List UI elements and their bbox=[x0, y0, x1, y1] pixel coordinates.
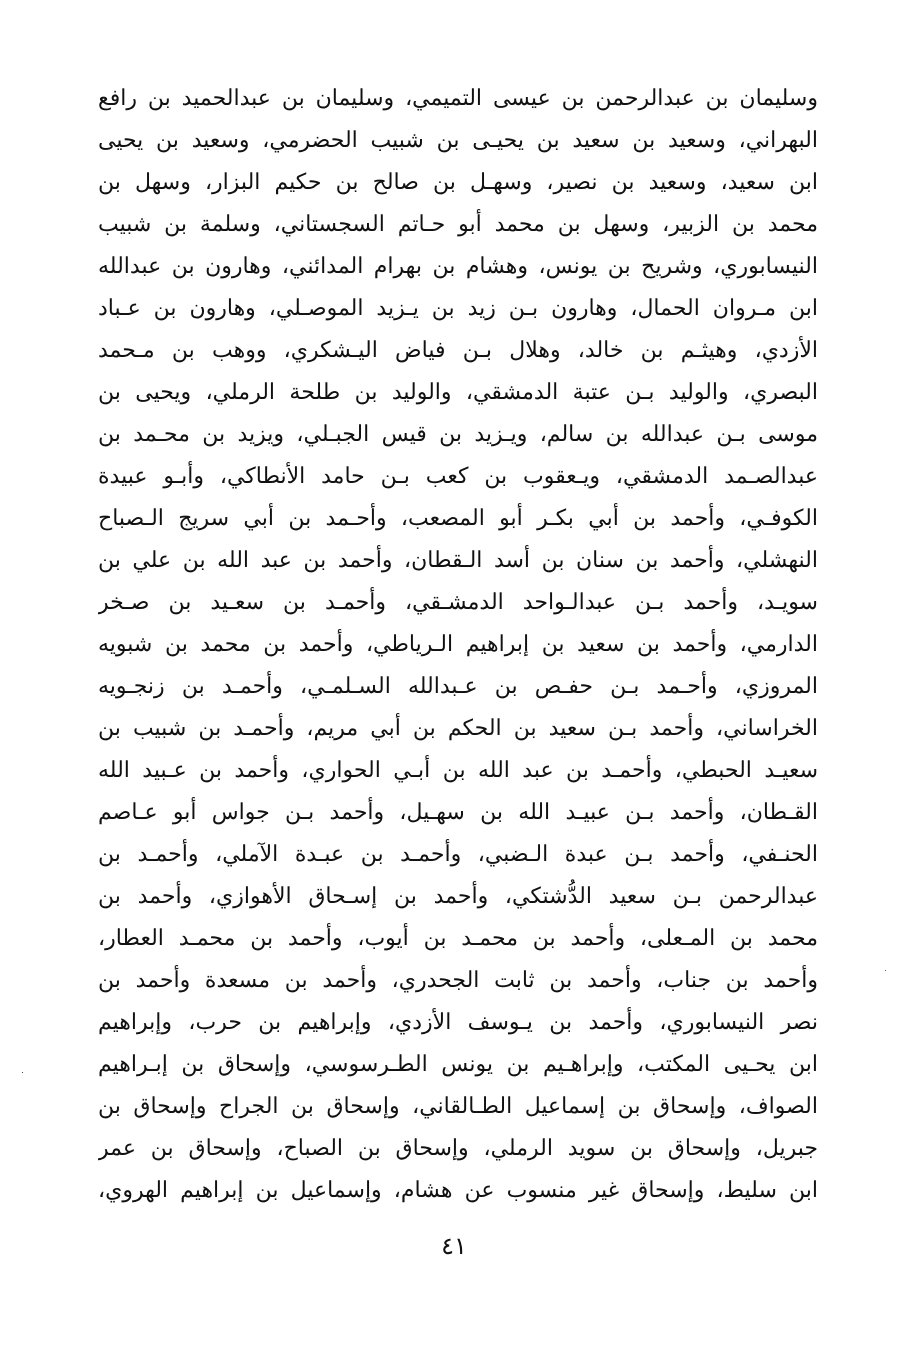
text-line: ابن يحـيى المكتب، وإبراهـيم بن يونس الطـرسوسي، وإسحاق بن إبـراهيم bbox=[98, 1052, 818, 1077]
text-line: عبدالرحمن بـن سعيد الدُّشتكي، وأحمد بن إسـحاق الأهوازي، وأحمد بن bbox=[98, 884, 818, 909]
text-line: ابن سليط، وإسحاق غير منسوب عن هشام، وإسماعيل بن إبراهيم الهروي، bbox=[98, 1178, 818, 1203]
text-line: وأحمد بن جناب، وأحمد بن ثابت الجحدري، وأحمد بن مسعدة وأحمد بن bbox=[98, 968, 818, 993]
text-line: الدارمي، وأحمد بن سعيد بن إبراهيم الـرياطي، وأحمد بن محمد بن شبويه bbox=[98, 632, 818, 657]
text-line: سعيـد الحبطي، وأحمـد بن عبد الله بن أبـي الحواري، وأحمد بن عـبيد الله bbox=[98, 758, 818, 783]
text-line: موسى بـن عبدالله بن سالم، ويـزيد بن قيس الجبـلي، ويزيد بن محـمد بن bbox=[98, 422, 818, 447]
text-line: الصواف، وإسحاق بن إسماعيل الطـالقاني، وإسحاق بن الجراح وإسحاق بن bbox=[98, 1094, 818, 1119]
text-line: المروزي، وأحـمد بـن حفـص بن عـبدالله السـلمـي، وأحمـد بن زنجـويه bbox=[98, 674, 818, 699]
text-line: الحنـفي، وأحمد بـن عبدة الـضبي، وأحمـد بن عبـدة الآملي، وأحمـد بن bbox=[98, 842, 818, 867]
text-line: الكوفـي، وأحمد بن أبي بكـر أبو المصعب، وأحـمد بن أبي سريج الـصباح bbox=[98, 506, 818, 531]
scan-speck bbox=[22, 1072, 23, 1073]
text-line: عبدالصـمد الدمشقي، ويـعقوب بن كعب بـن حامد الأنطاكي، وأبـو عبيدة bbox=[98, 464, 818, 489]
text-line: النهشلي، وأحمد بن سنان بن أسد الـقطان، وأحمد بن عبد الله بن علي بن bbox=[98, 548, 818, 573]
text-line: البصري، والوليد بـن عتبة الدمشقي، والوليد بن طلحة الرملي، ويحيى بن bbox=[98, 380, 818, 405]
page-number: ٤١ bbox=[441, 1232, 467, 1260]
scan-speck bbox=[885, 970, 886, 971]
text-line: محمد بن المـعلى، وأحمد بن محمـد بن أيوب، وأحمد بن محمـد العطار، bbox=[98, 926, 818, 951]
text-line: وسليمان بن عبدالرحمن بن عيسى التميمي، وسليمان بن عبدالحميد بن رافع bbox=[98, 86, 818, 111]
text-line: الخراساني، وأحمد بـن سعيد بن الحكم بن أبي مريم، وأحمـد بن شبيب بن bbox=[98, 716, 818, 741]
text-line: ابن سعيد، وسعيد بن نصير، وسهـل بن صالح بن حكيم البزار، وسهل بن bbox=[98, 170, 818, 195]
text-line: النيسابوري، وشريح بن يونس، وهشام بن بهرام المدائني، وهارون بن عبدالله bbox=[98, 254, 818, 279]
text-line: نصر النيسابوري، وأحمد بن يـوسف الأزدي، وإبراهيم بن حرب، وإبراهيم bbox=[98, 1010, 818, 1035]
body-text bbox=[98, 78, 818, 1212]
text-line: القـطان، وأحمد بـن عبيـد الله بن سهـيل، وأحمد بـن جواس أبو عـاصم bbox=[98, 800, 818, 825]
text-line: البهراني، وسعيد بن سعيد بن يحيـى بن شبيب الحضرمي، وسعيد بن يحيى bbox=[98, 128, 818, 153]
text-line: سويـد، وأحمد بـن عبدالـواحد الدمشـقي، وأحمـد بن سعـيد بن صـخر bbox=[98, 590, 818, 615]
text-line: ابن مـروان الحمال، وهارون بـن زيد بن يـزيد الموصـلي، وهارون بن عـباد bbox=[98, 296, 818, 321]
text-line: محمد بن الزبير، وسهل بن محمد أبو حـاتم السجستاني، وسلمة بن شبيب bbox=[98, 212, 818, 237]
text-line: الأزدي، وهيثـم بن خالد، وهلال بـن فياض اليـشكري، ووهب بن مـحمد bbox=[98, 338, 818, 363]
text-line: جبريل، وإسحاق بن سويد الرملي، وإسحاق بن الصباح، وإسحاق بن عمر bbox=[98, 1136, 818, 1161]
